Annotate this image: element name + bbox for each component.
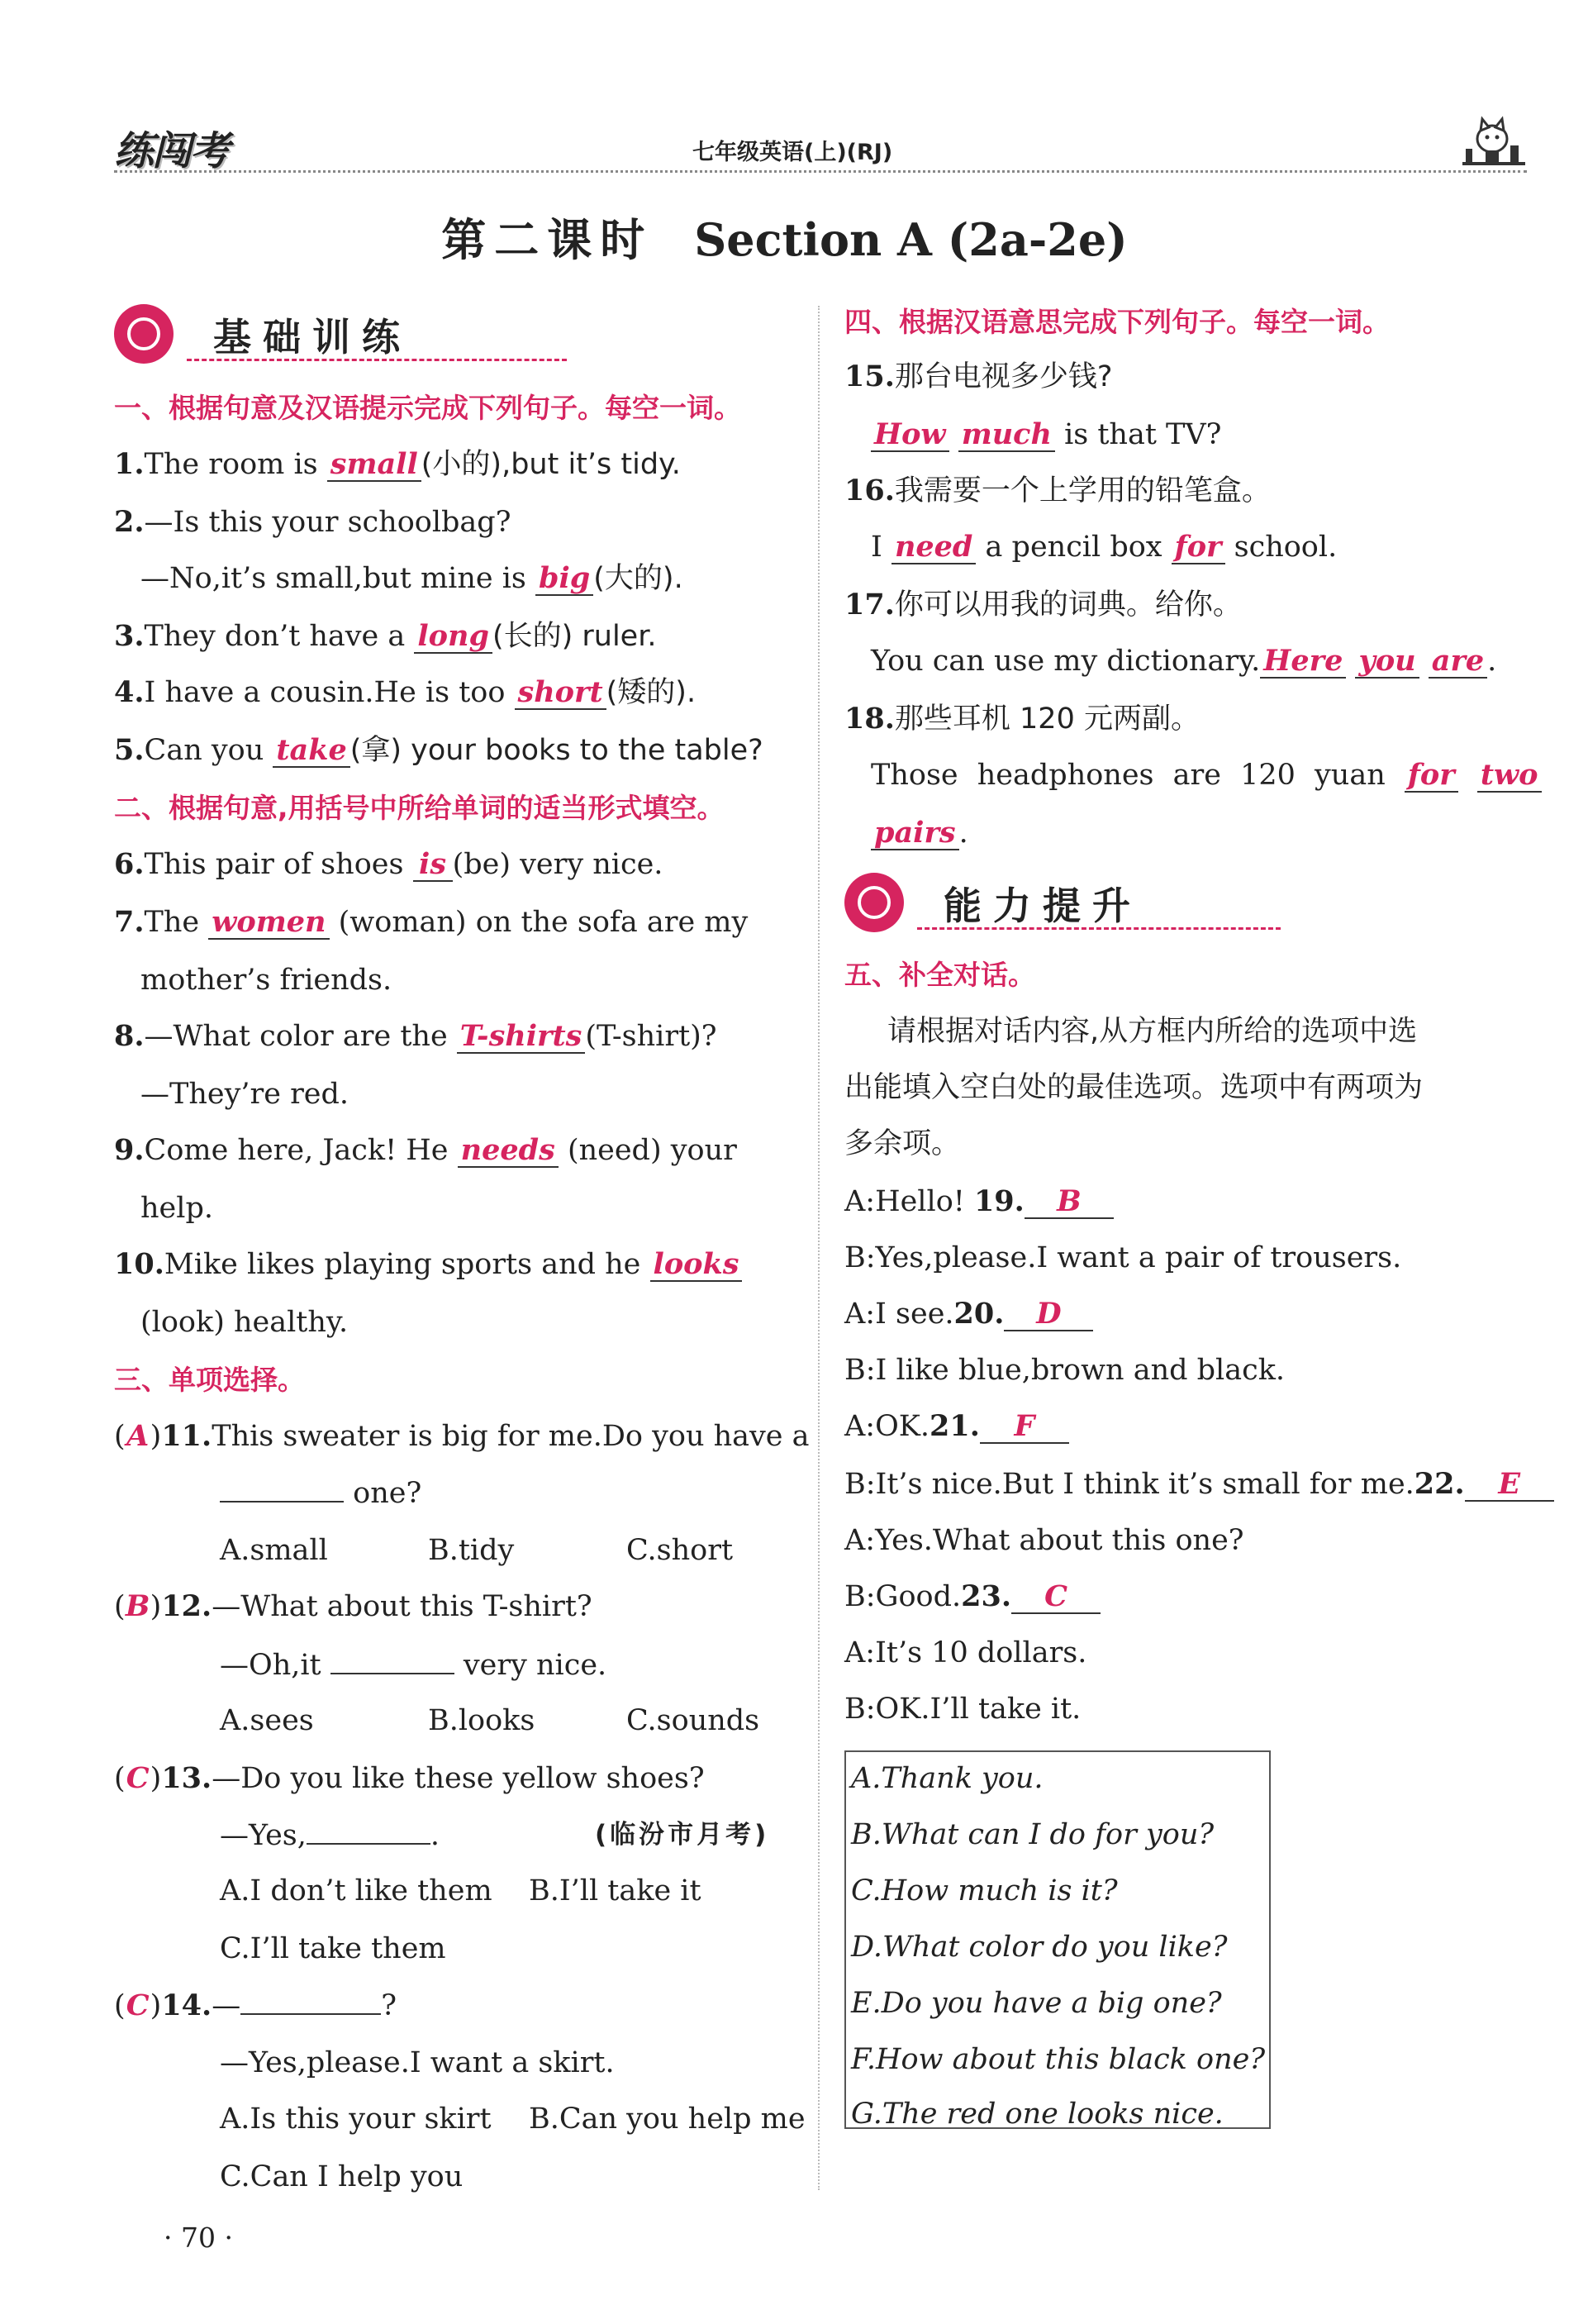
q-num: 12. [161, 1589, 212, 1623]
q-text: —Yes, [220, 1819, 307, 1852]
option-a: A.Is this your skirt [220, 2103, 492, 2136]
answer-blank[interactable]: B [1025, 1186, 1114, 1219]
question-8-reply: —They’re red. [140, 1078, 349, 1111]
dialog-line-3 [844, 1298, 1093, 1331]
d-text: A:OK. [844, 1410, 930, 1443]
q-text: The [144, 906, 209, 939]
q-text: Can you [144, 734, 273, 767]
q-num: 15. [844, 360, 895, 393]
section-4-heading: 四、根据汉语意思完成下列句子。每空一词。 [844, 306, 1390, 338]
choice-answer[interactable]: B [125, 1589, 150, 1623]
blank-line[interactable] [240, 1988, 381, 2015]
blank-line[interactable] [330, 1648, 454, 1674]
brand-logo: 练闯考 [114, 128, 229, 174]
question-2-reply [140, 562, 683, 596]
question-6 [114, 848, 663, 882]
answer-blank[interactable]: women [208, 907, 329, 940]
answer-blank[interactable]: two [1477, 760, 1542, 793]
blank-line[interactable] [307, 1818, 430, 1845]
question-14-reply: —Yes,please.I want a skirt. [220, 2046, 615, 2079]
answer-blank[interactable]: C [1011, 1581, 1101, 1614]
question-17-answer [871, 645, 1496, 679]
option-a: A.small [220, 1534, 328, 1567]
question-10 [114, 1248, 742, 1282]
answer-blank[interactable]: is [413, 849, 453, 882]
question-11: (A)11.This sweater is big for me.Do you have a [114, 1419, 810, 1453]
q-text: (小的),but it’s tidy. [421, 448, 681, 481]
choice-answer[interactable]: C [126, 1761, 150, 1795]
q-text: —No,it’s small,but mine is [140, 562, 536, 595]
d-text: B:It’s nice.But I think it’s small for me. [844, 1468, 1414, 1501]
option-b: B.Can you help me [529, 2103, 806, 2136]
question-16-answer [871, 531, 1337, 564]
question-2 [114, 506, 511, 539]
q-text: You can use my dictionary. [871, 645, 1261, 678]
q-text: —Do you like these yellow shoes? [212, 1762, 705, 1795]
q-text: (矮的). [606, 676, 697, 709]
q-text: This pair of shoes [144, 848, 413, 881]
answer-blank[interactable]: Here [1260, 645, 1346, 679]
answer-blank[interactable]: take [273, 735, 349, 768]
cat-mascot-icon [1461, 116, 1527, 169]
question-13-reply [220, 1818, 440, 1852]
q-text: —What about this T-shirt? [212, 1590, 592, 1623]
source-note: (临汾市月考) [595, 1820, 770, 1850]
answer-blank[interactable]: for [1405, 760, 1458, 793]
d-num: 21. [930, 1409, 980, 1443]
q-text: (大的). [593, 562, 683, 595]
grade-label: 七年级英语(上)(RJ) [692, 140, 893, 165]
q-text: —Is this your schoolbag? [144, 506, 511, 539]
q-num: 10. [114, 1247, 164, 1281]
banner-basic-label: 基础训练 [213, 315, 411, 360]
question-12-reply [220, 1648, 606, 1682]
d-text: B:Good. [844, 1580, 962, 1613]
options-box [844, 1750, 1271, 2129]
q-num: 18. [844, 702, 895, 736]
question-12: (B)12.—What about this T-shirt? [114, 1589, 592, 1623]
q-text: 那些耳机 120 元两副。 [894, 702, 1200, 736]
question-14: (C)14.— ? [114, 1988, 397, 2022]
q-num: 14. [161, 1988, 212, 2022]
dialog-line-5 [844, 1410, 1069, 1444]
q-num: 9. [114, 1133, 145, 1167]
question-13: (C)13.—Do you like these yellow shoes? [114, 1761, 705, 1795]
option-a: A.sees [220, 1704, 314, 1737]
q-text: 那台电视多少钱? [894, 360, 1113, 393]
q-num: 17. [844, 588, 895, 621]
q-num: 2. [114, 505, 145, 539]
option-item: E.Do you have a big one? [851, 1987, 1222, 2020]
section-2-heading: 二、根据句意,用括号中所给单词的适当形式填空。 [114, 792, 725, 824]
clock-icon [844, 873, 904, 932]
question-3 [114, 620, 657, 654]
q-num: 11. [161, 1419, 212, 1453]
question-18 [844, 702, 1200, 736]
question-5 [114, 734, 763, 768]
q-text: I [871, 531, 891, 564]
q-text: (need) your [558, 1134, 737, 1167]
lesson-title-en: Section A (2a-2e) [694, 213, 1128, 266]
question-16 [844, 474, 1271, 507]
question-8 [114, 1020, 717, 1054]
pencil-icon [114, 304, 174, 364]
dialog-line-8 [844, 1580, 1101, 1614]
q-text: 我需要一个上学用的铅笔盒。 [894, 474, 1271, 507]
option-b: B.looks [428, 1704, 535, 1737]
d-text: A:I see. [844, 1298, 954, 1331]
answer-blank[interactable]: pairs [871, 817, 959, 850]
answer-blank[interactable]: big [535, 563, 593, 596]
option-c: C.Can I help you [220, 2160, 464, 2193]
dialog-line-9: A:It’s 10 dollars. [844, 1636, 1087, 1669]
question-1 [114, 448, 681, 482]
answer-blank[interactable]: How [871, 419, 949, 452]
answer-blank[interactable]: much [958, 419, 1055, 452]
d-num: 23. [961, 1579, 1012, 1613]
lesson-title [0, 205, 1569, 269]
q-text: school. [1224, 531, 1338, 564]
page-header [114, 116, 1527, 182]
answer-blank[interactable]: for [1172, 531, 1225, 564]
option-b: B.I’ll take it [529, 1874, 701, 1907]
q-num: 13. [161, 1761, 212, 1795]
dialog-instruction: 请根据对话内容,从方框内所给的选项中选 [887, 1015, 1418, 1048]
choice-answer[interactable]: A [126, 1419, 150, 1453]
option-a: A.I don’t like them [220, 1874, 492, 1907]
answer-blank[interactable]: needs [458, 1135, 559, 1168]
q-num: 16. [844, 474, 895, 507]
answer-blank[interactable]: F [980, 1411, 1069, 1444]
q-text: I have a cousin.He is too [144, 676, 515, 709]
answer-blank[interactable]: are [1429, 645, 1487, 679]
question-7 [114, 906, 748, 940]
answer-blank[interactable]: need [891, 531, 976, 564]
answer-blank[interactable]: D [1004, 1298, 1093, 1331]
q-num: 8. [114, 1019, 145, 1053]
q-num: 6. [114, 847, 145, 881]
q-text: —Oh,it [220, 1649, 330, 1682]
choice-answer[interactable]: C [126, 1988, 150, 2022]
answer-blank[interactable]: E [1465, 1469, 1554, 1502]
question-18-cont [871, 817, 968, 850]
banner-basic [114, 304, 577, 365]
q-text: — [212, 1989, 241, 2022]
dialog-instruction: 出能填入空白处的最佳选项。选项中有两项为 [844, 1071, 1424, 1104]
section-5-heading: 五、补全对话。 [844, 959, 1035, 991]
question-18-answer [871, 759, 1542, 793]
question-10-cont: (look) healthy. [140, 1306, 349, 1339]
column-divider [818, 306, 820, 2190]
question-11-cont [220, 1476, 421, 1510]
option-item: D.What color do you like? [851, 1931, 1228, 1964]
dialog-line-1 [844, 1185, 1114, 1219]
section-1-heading: 一、根据句意及汉语提示完成下列句子。每空一词。 [114, 392, 741, 424]
section-3-heading: 三、单项选择。 [114, 1364, 305, 1396]
q-num: 1. [114, 447, 145, 481]
q-text: one? [344, 1477, 422, 1510]
header-divider [114, 170, 1527, 173]
dialog-line-7: A:Yes.What about this one? [844, 1524, 1244, 1557]
q-text: (woman) on the sofa are my [329, 906, 749, 939]
dialog-line-6 [844, 1468, 1554, 1502]
question-15 [844, 360, 1112, 393]
q-text: ? [381, 1989, 397, 2022]
q-text: Those headphones are 120 yuan [871, 759, 1405, 792]
dialog-instruction: 多余项。 [844, 1127, 961, 1160]
q-text: They don’t have a [144, 620, 415, 653]
option-b: B.tidy [428, 1534, 515, 1567]
banner-dash [187, 359, 567, 361]
answer-blank[interactable]: T-shirts [457, 1021, 586, 1054]
answer-blank[interactable]: long [414, 621, 492, 654]
question-4 [114, 676, 696, 710]
banner-dash [917, 927, 1281, 930]
lesson-title-cn: 第二课时 [441, 214, 654, 266]
q-text: . [430, 1819, 440, 1852]
page-number: · 70 · [164, 2222, 233, 2254]
q-text: (拿) your books to the table? [349, 734, 763, 767]
option-c: C.I’ll take them [220, 1932, 446, 1965]
option-item: C.How much is it? [851, 1874, 1118, 1907]
option-c: C.sounds [626, 1704, 760, 1737]
q-text: . [958, 817, 968, 850]
d-num: 19. [973, 1184, 1025, 1218]
banner-advanced-label: 能力提升 [944, 883, 1142, 928]
answer-blank[interactable]: short [515, 677, 606, 710]
q-text: Mike likes playing sports and he [164, 1248, 650, 1281]
banner-advanced [844, 873, 1291, 934]
question-17 [844, 588, 1242, 621]
q-text: is that TV? [1054, 418, 1222, 451]
q-text: Come here, Jack! He [144, 1134, 458, 1167]
option-item: B.What can I do for you? [851, 1818, 1215, 1851]
q-text: very nice. [454, 1649, 607, 1682]
question-7-cont: mother’s friends. [140, 964, 392, 997]
q-text: —What color are the [144, 1020, 457, 1053]
d-num: 22. [1414, 1467, 1465, 1501]
option-c: C.short [626, 1534, 734, 1567]
option-item: G.The red one looks nice. [851, 2098, 1224, 2131]
q-num: 5. [114, 733, 145, 767]
q-text: (be) very nice. [452, 848, 663, 881]
q-text: a pencil box [976, 531, 1172, 564]
q-text: . [1487, 645, 1497, 678]
dialog-line-4: B:I like blue,brown and black. [844, 1354, 1286, 1387]
answer-blank[interactable]: looks [650, 1249, 743, 1282]
answer-blank[interactable]: small [327, 449, 421, 482]
option-item: A.Thank you. [851, 1762, 1044, 1795]
d-text: A:Hello! [844, 1185, 974, 1218]
answer-blank[interactable]: you [1355, 645, 1419, 679]
q-text: The room is [144, 448, 327, 481]
d-num: 20. [953, 1297, 1005, 1331]
q-num: 3. [114, 619, 145, 653]
q-text: (长的) ruler. [492, 620, 657, 653]
question-15-answer [871, 418, 1221, 452]
blank-line[interactable] [220, 1476, 344, 1503]
option-item: F.How about this black one? [851, 2043, 1266, 2076]
q-text: This sweater is big for me.Do you have a [212, 1420, 810, 1453]
q-num: 4. [114, 675, 145, 709]
question-9 [114, 1134, 737, 1168]
dialog-line-2: B:Yes,please.I want a pair of trousers. [844, 1241, 1402, 1274]
question-9-cont: help. [140, 1192, 213, 1225]
q-num: 7. [114, 905, 145, 939]
q-text: (T-shirt)? [585, 1020, 717, 1053]
q-text: 你可以用我的词典。给你。 [894, 588, 1242, 621]
dialog-line-10: B:OK.I’ll take it. [844, 1693, 1082, 1726]
